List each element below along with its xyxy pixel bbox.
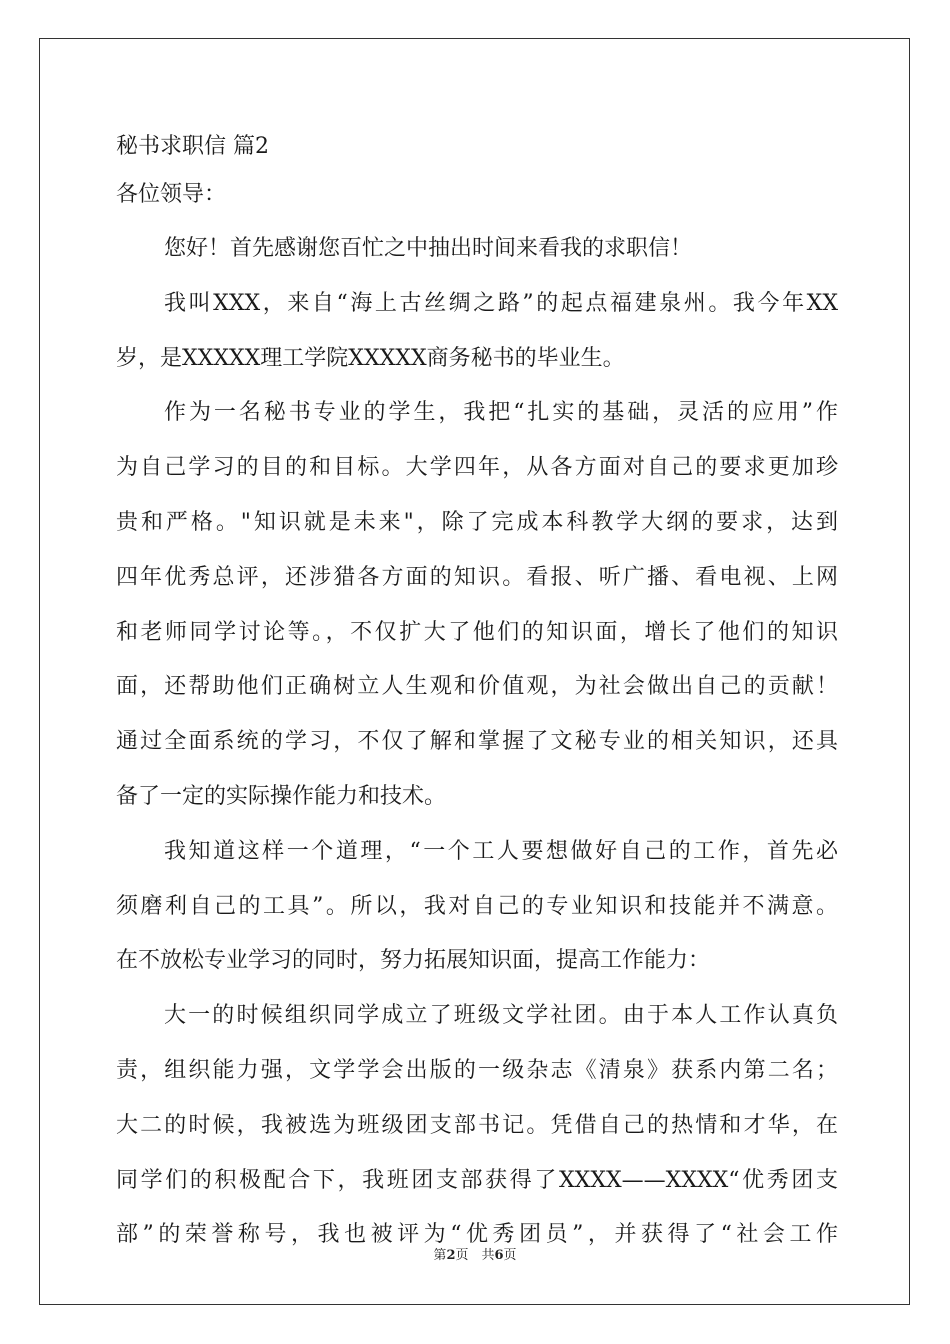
text-line: 备了一定的实际操作能力和技术。 [116,783,447,809]
page-number: 2 [446,1248,456,1263]
document-body [116,127,838,1270]
text-line: 您好！首先感谢您百忙之中抽出时间来看我的求职信！ [164,236,693,261]
text-line: 岁，是XXXXX理工学院XXXXX商务秘书的毕业生。 [116,345,625,371]
text-line: 大一的时候组织同学成立了班级文学社团。由于本人工作认真负 [164,1003,838,1029]
text-line: 和老师同学讨论等。，不仅扩大了他们的知识面，增长了他们的知识 [116,619,838,645]
text-line: 四年优秀总评，还涉猎各方面的知识。看报、听广播、看电视、上网 [116,564,838,590]
page-mid: 页 共 [455,1248,495,1263]
text-line: 作为一名秘书专业的学生，我把“扎实的基础，灵活的应用”作 [164,400,838,426]
paragraph-lines [116,229,838,1270]
text-line: 我叫XXX，来自“海上古丝绸之路”的起点福建泉州。我今年XX [164,290,838,316]
page-total: 6 [494,1248,504,1263]
text-line: 同学们的积极配合下，我班团支部获得了XXXX——XXXX“优秀团支 [116,1167,838,1193]
page-prefix: 第 [433,1248,447,1263]
page-footer [0,1244,950,1263]
text-line: 为自己学习的目的和目标。大学四年，从各方面对自己的要求更加珍 [116,455,838,481]
text-line: 部”的荣誉称号，我也被评为“优秀团员”，并获得了“社会工作 [116,1222,838,1248]
text-line: 我知道这样一个道理，“一个工人要想做好自己的工作，首先必 [164,838,838,864]
text-line: 贵和严格。"知识就是未来"，除了完成本科教学大纲的要求，达到 [116,509,838,535]
text-line: 须磨利自己的工具”。所以，我对自己的专业知识和技能并不满意。 [116,893,838,919]
salutation: 各位领导： [116,182,227,207]
page-suffix: 页 [503,1248,517,1263]
text-line: 在不放松专业学习的同时，努力拓展知识面，提高工作能力： [116,948,711,974]
text-line: 通过全面系统的学习，不仅了解和掌握了文秘专业的相关知识，还具 [116,729,838,755]
text-line: 责，组织能力强，文学学会出版的一级杂志《清泉》获系内第二名； [116,1057,838,1083]
text-line: 面，还帮助他们正确树立人生观和价值观，为社会做出自己的贡献！ [116,674,838,700]
document-title: 秘书求职信 篇2 [116,134,269,159]
text-line: 大二的时候，我被选为班级团支部书记。凭借自己的热情和才华，在 [116,1112,838,1138]
